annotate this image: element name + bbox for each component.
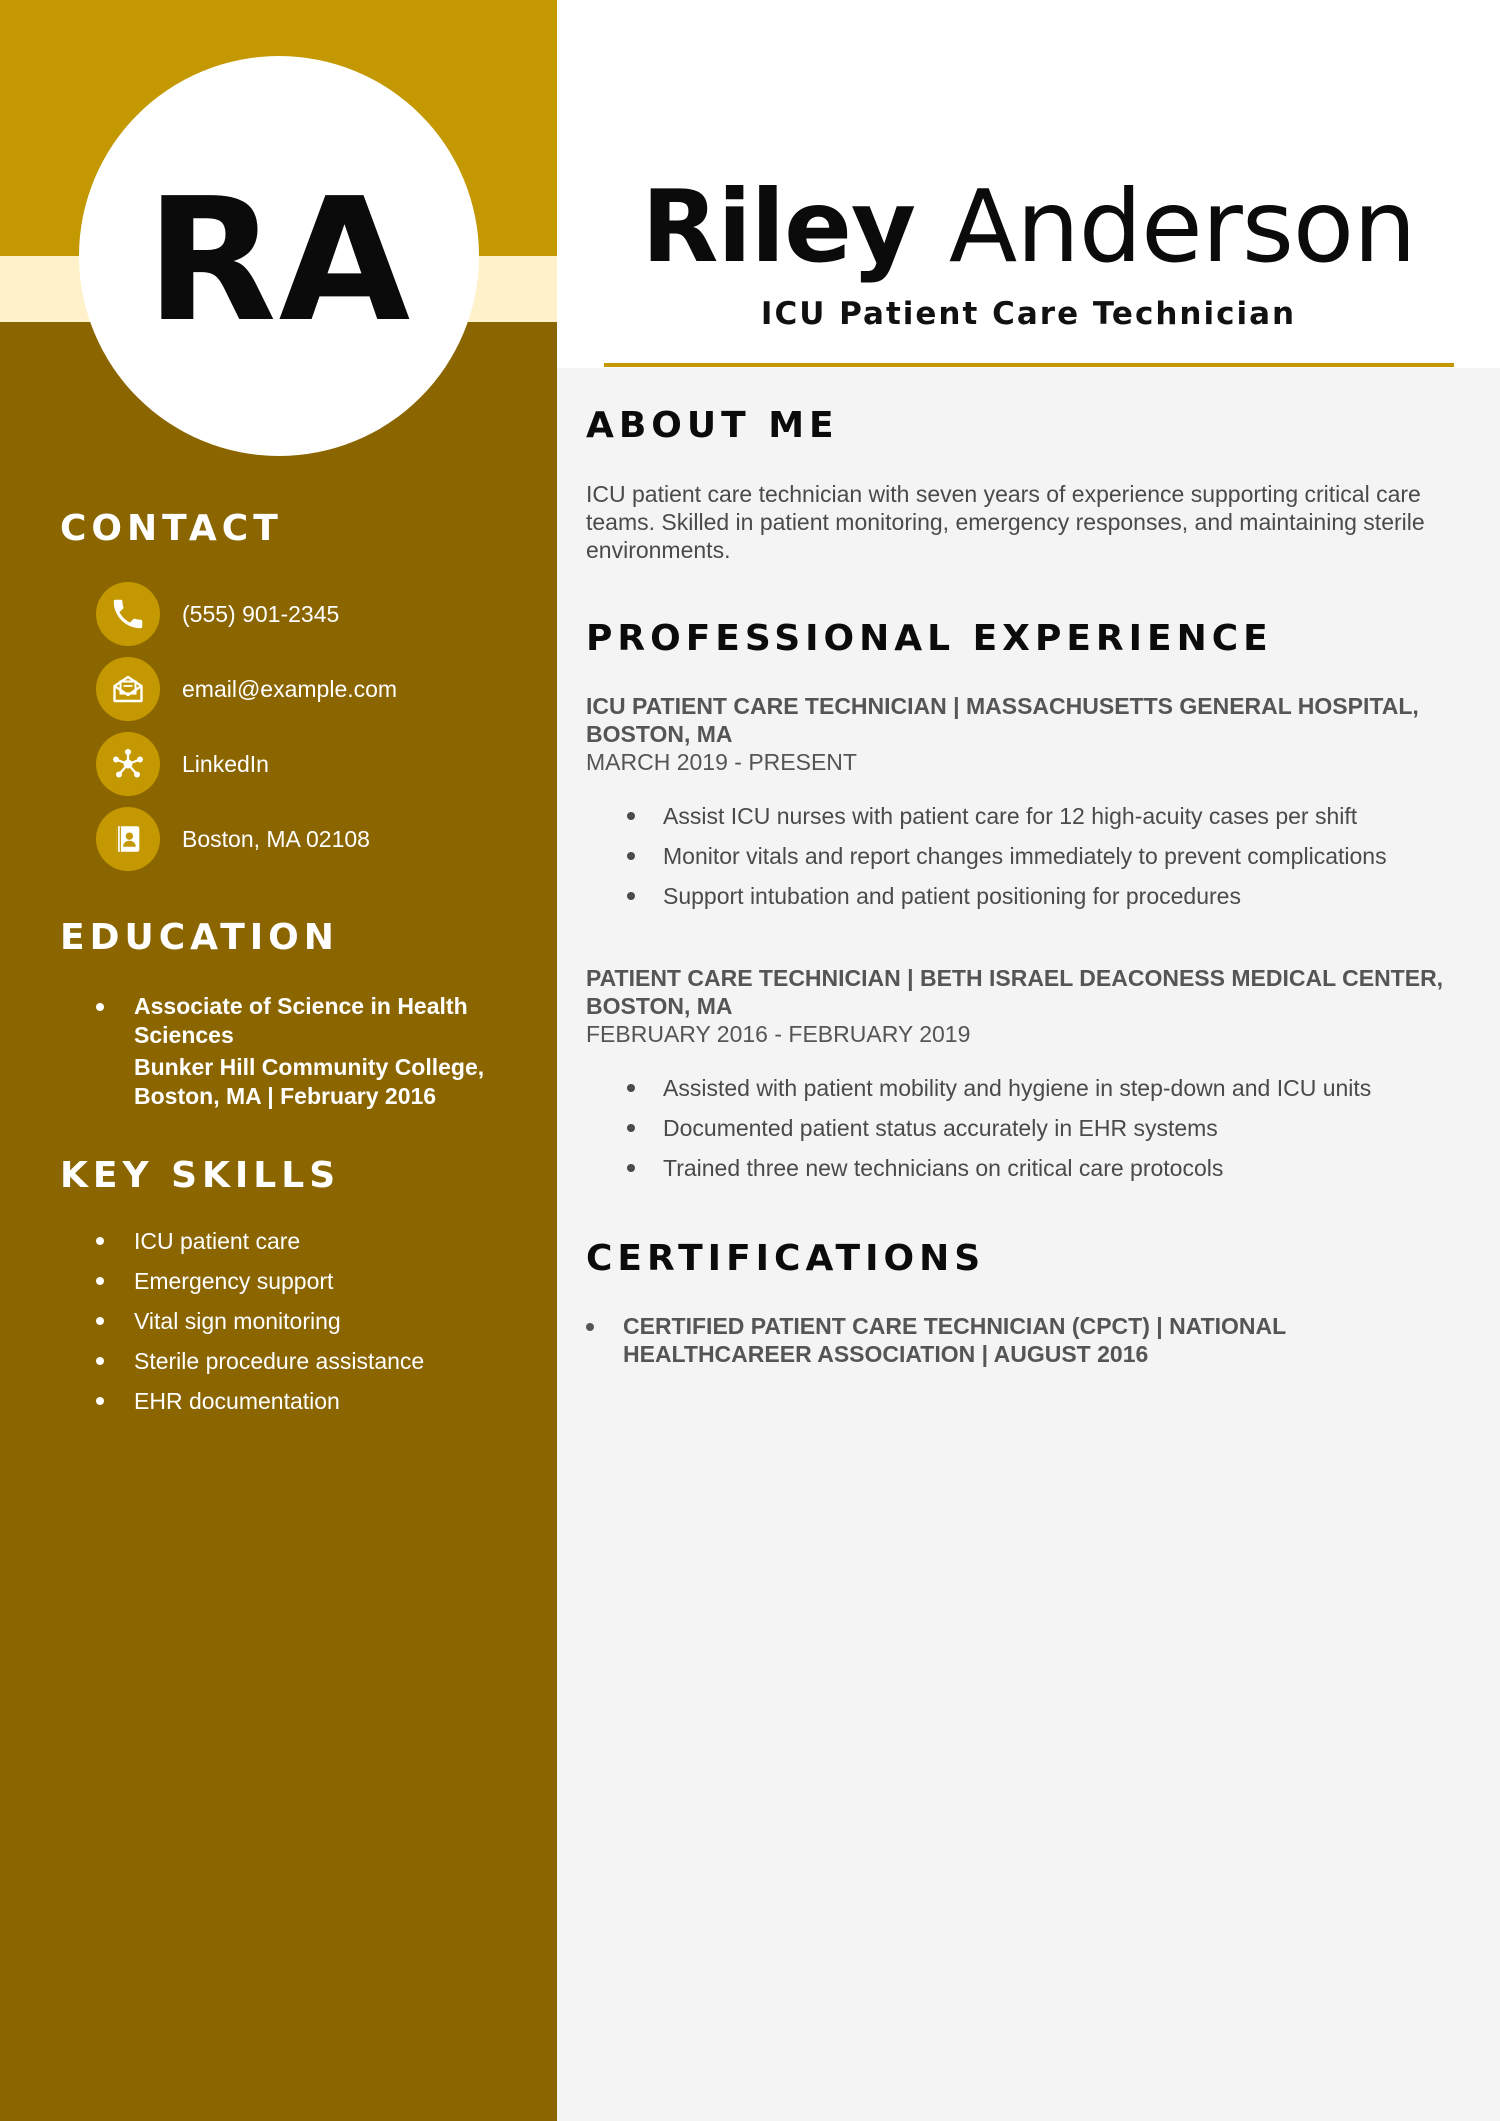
experience-heading: PROFESSIONAL EXPERIENCE	[586, 618, 1273, 659]
job-dates: FEBRUARY 2016 - FEBRUARY 2019	[586, 1021, 971, 1047]
education-school: Bunker Hill Community College, Boston, MA | February 2016	[134, 1054, 485, 1109]
phone-icon	[96, 582, 160, 646]
job-bullets	[586, 796, 1466, 916]
job-header: PATIENT CARE TECHNICIAN | BETH ISRAEL DEACONESS MEDICAL CENTER, BOSTON, MA	[586, 965, 1444, 1019]
contact-linkedin-text: LinkedIn	[182, 750, 269, 777]
title-divider	[604, 363, 1454, 367]
education-item	[96, 992, 516, 1111]
first-name: Riley	[641, 168, 916, 285]
job-entry	[586, 692, 1466, 916]
contact-list	[96, 582, 397, 882]
education-heading: EDUCATION	[60, 917, 339, 958]
about-text: ICU patient care technician with seven years of experience supporting critical care teams. Skilled in patient monitoring, emergency responses, and maintaining sterile environments.	[586, 481, 1425, 563]
skill-item: ICU patient care	[96, 1221, 516, 1261]
about-heading: ABOUT ME	[586, 405, 839, 446]
contact-address[interactable]	[96, 807, 397, 871]
job-entry	[586, 964, 1466, 1188]
education-degree: Associate of Science in Health Sciences	[134, 993, 468, 1048]
sidebar	[0, 0, 557, 2121]
skill-item: Vital sign monitoring	[96, 1301, 516, 1341]
certifications-heading: CERTIFICATIONS	[586, 1238, 986, 1279]
contact-linkedin[interactable]	[96, 732, 397, 796]
contact-phone[interactable]	[96, 582, 397, 646]
job-bullet: Support intubation and patient positioning for procedures	[586, 876, 1466, 916]
contact-address-text: Boston, MA 02108	[182, 825, 370, 852]
job-dates: MARCH 2019 - PRESENT	[586, 749, 857, 775]
certifications-list	[586, 1312, 1466, 1368]
contact-heading: CONTACT	[60, 508, 283, 549]
address-book-icon	[96, 807, 160, 871]
skill-item: Sterile procedure assistance	[96, 1341, 516, 1381]
skill-item: EHR documentation	[96, 1381, 516, 1421]
skill-item: Emergency support	[96, 1261, 516, 1301]
avatar	[79, 56, 479, 456]
contact-phone-text: (555) 901-2345	[182, 600, 340, 627]
job-bullets	[586, 1068, 1466, 1188]
avatar-initials: RA	[145, 162, 413, 360]
education-list	[96, 992, 516, 1111]
last-name: Anderson	[948, 168, 1416, 285]
skills-list	[96, 1221, 516, 1421]
contact-email-text: email@example.com	[182, 675, 398, 702]
job-bullet: Trained three new technicians on critical care protocols	[586, 1148, 1466, 1188]
job-header: ICU PATIENT CARE TECHNICIAN | MASSACHUSETTS GENERAL HOSPITAL, BOSTON, MA	[586, 693, 1419, 747]
job-bullet: Documented patient status accurately in EHR systems	[586, 1108, 1466, 1148]
linkedin-network-icon	[96, 732, 160, 796]
job-title: ICU Patient Care Technician	[760, 296, 1297, 332]
candidate-name	[557, 168, 1500, 285]
certification-item: CERTIFIED PATIENT CARE TECHNICIAN (CPCT) | NATIONAL HEALTHCAREER ASSOCIATION | AUGUST 2016	[586, 1312, 1466, 1368]
email-icon	[96, 657, 160, 721]
skills-heading: KEY SKILLS	[60, 1155, 341, 1196]
job-bullet: Assist ICU nurses with patient care for 12 high-acuity cases per shift	[586, 796, 1466, 836]
job-bullet: Assisted with patient mobility and hygiene in step-down and ICU units	[586, 1068, 1466, 1108]
job-bullet: Monitor vitals and report changes immediately to prevent complications	[586, 836, 1466, 876]
contact-email[interactable]	[96, 657, 397, 721]
